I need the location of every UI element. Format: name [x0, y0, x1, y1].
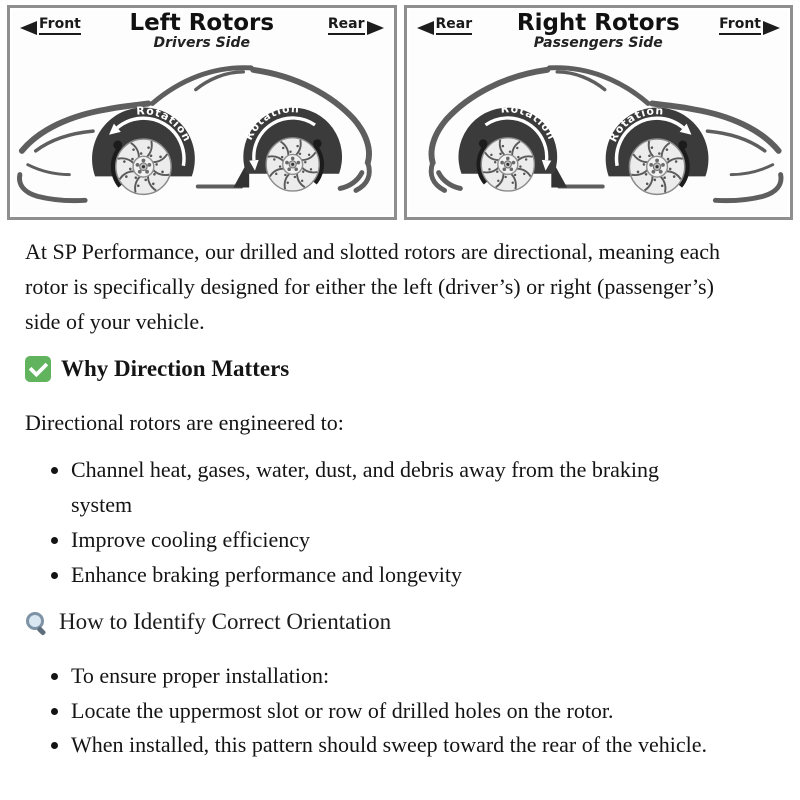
list-item: • Channel heat, gases, water, dust, and debris away from the braking system [71, 453, 691, 523]
front-direction-label: Front [719, 17, 780, 35]
identify-orientation-heading [25, 607, 760, 637]
heading-text: Why Direction Matters [61, 355, 290, 381]
why-bullet-list [25, 453, 760, 593]
front-arrow-icon [20, 21, 37, 35]
panel-title: Left Rotors [129, 10, 275, 36]
rotor-direction-diagram [0, 0, 800, 220]
article-body [0, 235, 800, 763]
why-direction-matters-heading [25, 354, 760, 384]
left-panel-title-block [129, 11, 274, 51]
right-panel-title-block [517, 11, 680, 51]
rear-arrow-icon [367, 21, 384, 35]
engineered-to-lead: Directional rotors are engineered to: [25, 409, 344, 435]
rear-direction-label: Rear [328, 17, 384, 35]
rotation-label: Rotation [605, 104, 665, 145]
rotation-label: Rotation [499, 102, 559, 143]
rotation-label: Rotation [136, 104, 195, 145]
left-panel-header [10, 8, 394, 56]
intro-paragraph: At SP Performance, our drilled and slotted rotors are directional, meaning each rotor is specifically designed for either the left (driver’s) or right (passenger’s) side of your vehicle. [25, 239, 721, 334]
panel-subtitle: Drivers Side [153, 35, 250, 52]
panel-subtitle: Passengers Side [533, 35, 663, 52]
panel-title: Right Rotors [516, 10, 680, 36]
magnifying-glass-icon [25, 610, 49, 634]
rear-arrow-icon [417, 21, 434, 35]
rotation-label: Rotation [241, 102, 301, 143]
left-rotors-panel [7, 5, 397, 220]
car-illustration-right [407, 56, 791, 214]
front-direction-label: Front [20, 17, 81, 35]
list-item: • Enhance braking performance and longevity [71, 558, 691, 593]
list-item: • When installed, this pattern should sweep toward the rear of the vehicle. [71, 728, 751, 763]
list-item: • To ensure proper installation: [71, 659, 751, 694]
rear-direction-label: Rear [417, 17, 473, 35]
identify-bullet-list [25, 659, 760, 764]
car-illustration-left [10, 56, 394, 214]
front-arrow-icon [763, 21, 780, 35]
right-rotors-panel [404, 5, 794, 220]
list-item: • Locate the uppermost slot or row of drilled holes on the rotor. [71, 694, 751, 729]
green-check-icon [25, 356, 51, 382]
heading-text: How to Identify Correct Orientation [59, 608, 392, 634]
right-panel-header [407, 8, 791, 56]
list-item: • Improve cooling efficiency [71, 523, 691, 558]
